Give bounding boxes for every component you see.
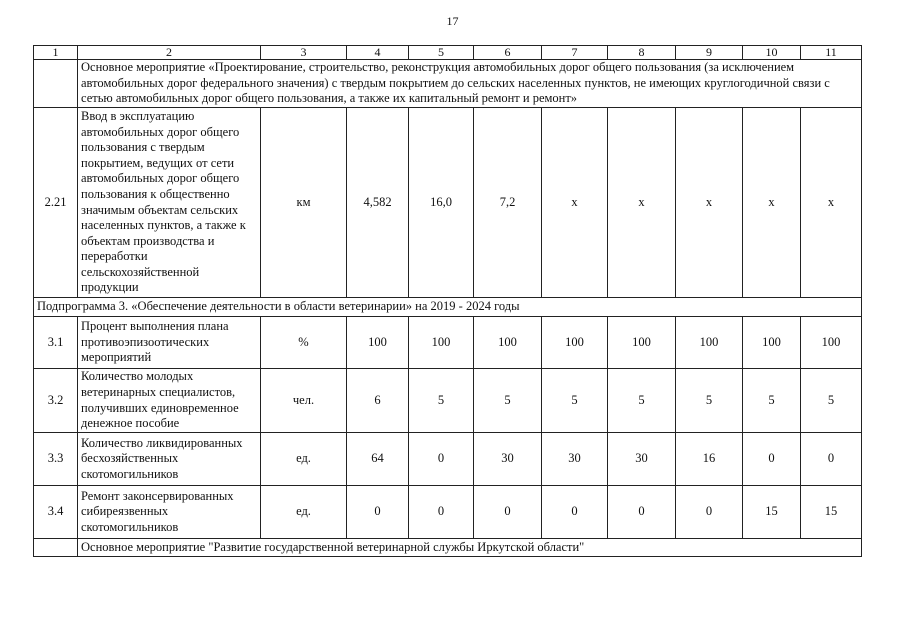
- value-cell: 100: [676, 317, 743, 369]
- value-cell: 100: [347, 317, 409, 369]
- value-cell: 16,0: [409, 108, 474, 298]
- value-cell: 0: [542, 486, 608, 539]
- row-number: 3.2: [34, 369, 78, 433]
- empty-cell: [34, 539, 78, 557]
- value-cell: 5: [409, 369, 474, 433]
- value-cell: 100: [608, 317, 676, 369]
- value-cell: 100: [801, 317, 862, 369]
- value-cell: 100: [409, 317, 474, 369]
- value-cell: 16: [676, 433, 743, 486]
- value-cell: 64: [347, 433, 409, 486]
- header-cell: 1: [34, 46, 78, 60]
- empty-cell: [34, 60, 78, 108]
- section-activity-title: Основное мероприятие "Развитие государственной ветеринарной службы Иркутской области": [78, 539, 862, 557]
- header-cell: 11: [801, 46, 862, 60]
- header-cell: 5: [409, 46, 474, 60]
- value-cell: 0: [801, 433, 862, 486]
- page-number: 17: [446, 14, 459, 28]
- subprogram-title: Подпрограмма 3. «Обеспечение деятельности в области ветеринарии» на 2019 - 2024 годы: [34, 298, 862, 317]
- section-activity-title: Основное мероприятие «Проектирование, строительство, реконструкция автомобильных дорог общего пользования (за исключением автомобильных дорог федерального значения) с твердым покрытием до сельских населенных пунктов, не имеющих круглогодичной связи с сетью автомобильных дорог общего пользования, а также их капитальный ремонт и ремонт»: [78, 60, 862, 108]
- value-cell: 5: [801, 369, 862, 433]
- value-cell: 0: [409, 433, 474, 486]
- value-cell: 5: [542, 369, 608, 433]
- header-cell: 6: [474, 46, 542, 60]
- value-cell: х: [743, 108, 801, 298]
- table-row: [34, 486, 862, 539]
- header-cell: 2: [78, 46, 261, 60]
- value-cell: 0: [409, 486, 474, 539]
- unit-cell: чел.: [261, 369, 347, 433]
- header-cell: 7: [542, 46, 608, 60]
- value-cell: 5: [676, 369, 743, 433]
- value-cell: 5: [474, 369, 542, 433]
- table-row: [34, 108, 862, 298]
- row-number: 3.4: [34, 486, 78, 539]
- section-activity-row: [34, 60, 862, 108]
- indicators-table: [33, 45, 862, 557]
- value-cell: 100: [474, 317, 542, 369]
- table-row: [34, 317, 862, 369]
- header-cell: 9: [676, 46, 743, 60]
- value-cell: 30: [542, 433, 608, 486]
- row-number: 2.21: [34, 108, 78, 298]
- indicator-name: Процент выполнения плана противоэпизоотических мероприятий: [78, 317, 261, 369]
- value-cell: 30: [608, 433, 676, 486]
- row-number: 3.1: [34, 317, 78, 369]
- value-cell: 0: [676, 486, 743, 539]
- row-number: 3.3: [34, 433, 78, 486]
- value-cell: 0: [347, 486, 409, 539]
- table-row: [34, 369, 862, 433]
- indicator-name: Количество молодых ветеринарных специалистов, получивших единовременное денежное пособие: [78, 369, 261, 433]
- value-cell: 0: [743, 433, 801, 486]
- value-cell: х: [676, 108, 743, 298]
- indicator-name: Количество ликвидированных бесхозяйственных скотомогильников: [78, 433, 261, 486]
- value-cell: 5: [743, 369, 801, 433]
- section-activity-row: [34, 539, 862, 557]
- indicator-name: Ремонт законсервированных сибиреязвенных скотомогильников: [78, 486, 261, 539]
- value-cell: 15: [801, 486, 862, 539]
- header-cell: 4: [347, 46, 409, 60]
- value-cell: 0: [474, 486, 542, 539]
- value-cell: 30: [474, 433, 542, 486]
- indicator-name: Ввод в эксплуатацию автомобильных дорог общего пользования с твердым покрытием, ведущих от сети автомобильных дорог общего пользования к общественно значимым объектам сельских населенных пунктов, а также к объектам производства и переработки сельскохозяйственной продукции: [78, 108, 261, 298]
- value-cell: х: [801, 108, 862, 298]
- value-cell: 100: [542, 317, 608, 369]
- value-cell: 6: [347, 369, 409, 433]
- column-number-row: [34, 46, 862, 60]
- subprogram-row: [34, 298, 862, 317]
- unit-cell: %: [261, 317, 347, 369]
- value-cell: 100: [743, 317, 801, 369]
- header-cell: 3: [261, 46, 347, 60]
- value-cell: 15: [743, 486, 801, 539]
- unit-cell: ед.: [261, 486, 347, 539]
- header-cell: 10: [743, 46, 801, 60]
- value-cell: 4,582: [347, 108, 409, 298]
- value-cell: х: [608, 108, 676, 298]
- unit-cell: км: [261, 108, 347, 298]
- value-cell: х: [542, 108, 608, 298]
- unit-cell: ед.: [261, 433, 347, 486]
- header-cell: 8: [608, 46, 676, 60]
- table-row: [34, 433, 862, 486]
- value-cell: 7,2: [474, 108, 542, 298]
- value-cell: 0: [608, 486, 676, 539]
- value-cell: 5: [608, 369, 676, 433]
